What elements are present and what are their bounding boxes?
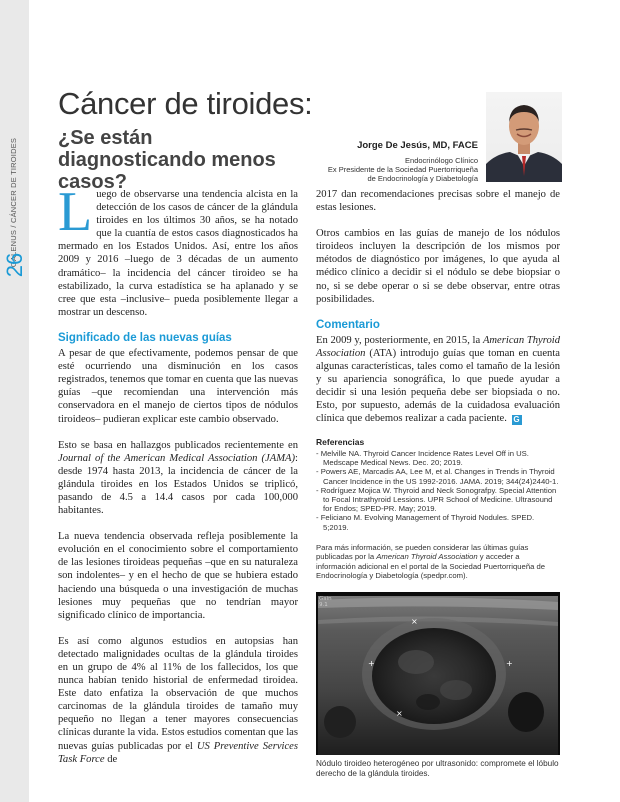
body-text: (ATA) introdujo guías que toman en cuenta algunas características, tales como el tamaño de la lesión y su apariencia sonográfica, lo que puede ayudar a decidir si una lesión pequeña debe ser biopsiada o no. Esto, por supuesto, además de la cuidadosa evaluación clínica que debemos realizar a cada paciente. bbox=[316, 347, 560, 425]
svg-text:×: × bbox=[411, 617, 418, 626]
journal-name: Journal of the American Medical Association (JAMA) bbox=[58, 452, 296, 464]
body-paragraph: Otros cambios en las guías de manejo de los nódulos tiroideos incluyen la descripción de los mismos por métodos de diagnóstico por imágenes, lo que ayuda al médico clínico a decidir si el nódulo se debe biopsiar o no, si se debe operar o si se debe observar, entre otras posibilidades. bbox=[316, 228, 560, 305]
reference-item: - Feliciano M. Evolving Management of Thyroid Nodules. SPED. 5;2019. bbox=[316, 513, 535, 532]
author-role-line: Endocrinólogo Clínico bbox=[405, 156, 478, 165]
references-list bbox=[316, 449, 560, 532]
body-text: Esto se basa en hallazgos publicados recientemente en bbox=[58, 439, 298, 451]
figure-caption: Nódulo tiroideo heterogéneo por ultrasonido: compromete el lóbulo derecho de la glándula tiroides. bbox=[316, 759, 559, 778]
ultrasound-label: Gain bbox=[319, 596, 332, 602]
intro-paragraph bbox=[58, 181, 298, 319]
author-role-line: Ex Presidente de la Sociedad Puertorriqueña bbox=[327, 165, 478, 175]
ultrasound-scan-icon bbox=[316, 592, 560, 755]
ata-name: American Thyroid Association bbox=[316, 334, 561, 359]
author-role-line: de Endocrinología y Diabetología bbox=[367, 174, 478, 184]
references bbox=[316, 437, 560, 532]
body-paragraph: A pesar de que efectivamente, podemos pensar de que esté ocurriendo una disminución en los casos registrados, tenemos que tomar en cuenta que las nuevas guías –que recomiendan una intervención más conservadora en el manejo de ciertos tipos de nódulos tiroideos– pudieran explicar este cambio observado. bbox=[58, 348, 298, 425]
end-mark-icon: G bbox=[513, 415, 520, 425]
section-label-text: GALENUS / CÁNCER DE TIROIDES bbox=[9, 137, 19, 267]
ata-name: American Thyroid Association bbox=[376, 552, 478, 562]
body-paragraph bbox=[58, 635, 298, 766]
body-paragraph bbox=[316, 334, 560, 426]
more-info-text: y acceder a información adicional en el portal de la Sociedad Puertorriqueña de Endocrinología y Diabetología (spedpr.com). bbox=[316, 552, 546, 581]
references-heading: Referencias bbox=[316, 437, 365, 447]
body-text: de bbox=[104, 753, 118, 765]
page-number-text: 26 bbox=[2, 252, 28, 278]
drop-cap: L bbox=[58, 181, 93, 243]
reference-item: - Powers AE, Marcadis AA, Lee M, et al. Changes in Trends in Thyroid Cancer Incidence in the US 1992-2016. JAMA. 2019; 344(24)2440-1. bbox=[316, 467, 559, 486]
side-bar bbox=[0, 0, 29, 802]
body-text: En 2009 y, posteriormente, en 2015, la bbox=[316, 334, 483, 346]
body-paragraph: La nueva tendencia observada refleja posiblemente la evolución en el conocimiento sobre el comportamiento de las lesiones tiroideas pequeñas –que en su naturaleza son indolentes– y en el hecho de que se hubiera estado haciendo una búsqueda o una investigación de muchas lesiones muy pequeñas que no tendrían mayor significado clínico de importancia. bbox=[58, 531, 298, 621]
svg-text:+: + bbox=[368, 659, 375, 668]
svg-text:×: × bbox=[396, 709, 403, 718]
more-info-text: Para más información, se pueden considerar las últimas guías publicadas por la bbox=[316, 543, 529, 562]
reference-item: - Rodríguez Mojica W. Thyroid and Neck Sonografpy. Special Attention to Focal Intrathyroid Lessions. UPR School of Medicine. Ultrasound for Endos; SPED-PR. May; 2019. bbox=[316, 485, 557, 514]
body-text: Es así como algunos estudios en autopsias han detectado malignidades ocultas de la glándula tiroides en un grupo de 4% al 11% de los fallecidos, los que nunca habían tenido historial de enfermedad tiroidea. Este dato enfatiza la observación de que muchos carcinomas de la glándula tiroides de tamaño muy pequeño no llegan a tener mayores consecuencias clínicas durante la vida. Estos estudios comentan que las nuevas guías publicadas por el bbox=[58, 635, 298, 752]
ultrasound-label: 9.1 bbox=[319, 602, 328, 608]
body-paragraph bbox=[58, 439, 298, 518]
author-photo bbox=[486, 92, 562, 182]
page-subtitle: ¿Se están diagnosticando menos casos? bbox=[58, 127, 276, 193]
body-text: : desde 1974 hasta 2013, la incidencia de cáncer de la glándula tiroides en los Estados Unidos se triplicó, pasando de 4.5 a 14.4 casos por cada 100,000 habitantes. bbox=[58, 452, 298, 517]
article-column-left bbox=[58, 181, 298, 779]
page-title: Cáncer de tiroides: bbox=[58, 86, 313, 121]
author-block bbox=[300, 140, 478, 184]
author-portrait-icon bbox=[486, 92, 562, 182]
page-number bbox=[4, 240, 26, 290]
article-column-right bbox=[316, 188, 560, 439]
body-paragraph: 2017 dan recomendaciones precisas sobre el manejo de estas lesiones. bbox=[316, 189, 560, 214]
task-force-name: US Preventive Services Task Force bbox=[58, 740, 298, 765]
ultrasound-image bbox=[316, 592, 560, 755]
reference-item: - Melville NA. Thyroid Cancer Incidence Rates Level Off in US. Medscape Medical News. Dec. 20; 2019. bbox=[316, 449, 529, 468]
section-heading-guidelines: Significado de las nuevas guías bbox=[58, 331, 232, 344]
more-info-note bbox=[316, 543, 560, 581]
svg-text:+: + bbox=[506, 659, 513, 668]
author-name: Jorge De Jesús, MD, FACE bbox=[357, 140, 478, 151]
intro-text: uego de observarse una tendencia alcista en la detección de los casos de cáncer de la glándula tiroides en los últimos 30 años, se ha notado que la cuantía de estos casos diagnosticados ha mermado en los Estados Unidos. Así, entre los años 2009 y 2016 –luego de 3 décadas de un aumento dramático– la incidencia del cáncer tiroideo se ha estabilizado, la curva estadística se ha aplanado y se cree que esta –inclusive– pueda posiblemente llegar a mostrar un descenso. bbox=[58, 189, 298, 318]
section-heading-comment: Comentario bbox=[316, 318, 380, 331]
